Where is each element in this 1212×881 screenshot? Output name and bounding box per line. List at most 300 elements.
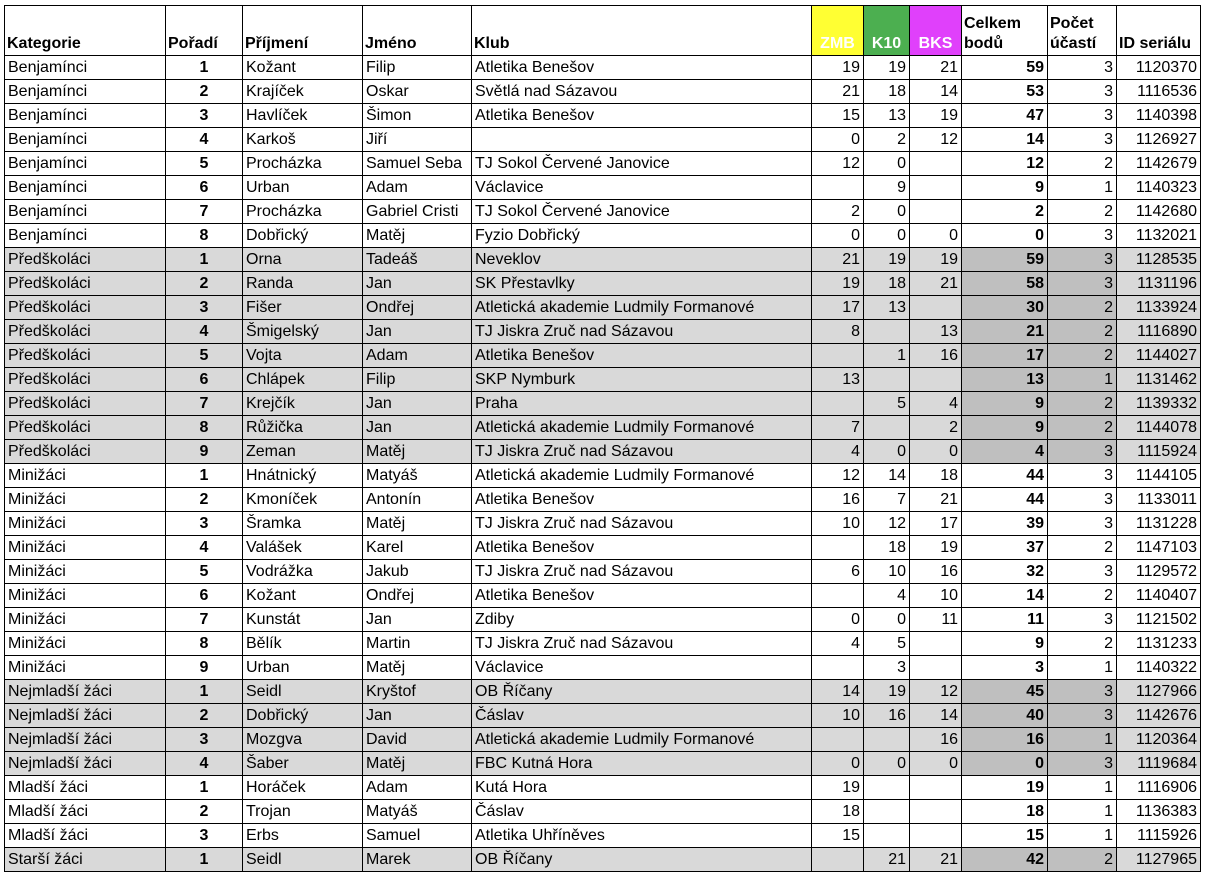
cell-poradi[interactable]: 1 [166,776,243,800]
cell-id[interactable]: 1136383 [1117,800,1201,824]
cell-id[interactable]: 1144078 [1117,416,1201,440]
cell-k10[interactable]: 3 [864,656,910,680]
cell-jmeno[interactable]: Jakub [363,560,472,584]
cell-klub[interactable] [472,128,812,152]
cell-id[interactable]: 1140322 [1117,656,1201,680]
cell-celkem[interactable]: 2 [962,200,1048,224]
cell-prijmeni[interactable]: Kunstát [243,608,363,632]
cell-klub[interactable]: SKP Nymburk [472,368,812,392]
cell-pocet[interactable]: 2 [1048,584,1117,608]
cell-zmb[interactable]: 7 [812,416,864,440]
cell-celkem[interactable]: 39 [962,512,1048,536]
cell-jmeno[interactable]: Matyáš [363,464,472,488]
cell-klub[interactable]: Atletika Benešov [472,584,812,608]
cell-k10[interactable]: 13 [864,104,910,128]
cell-bks[interactable]: 18 [910,464,962,488]
cell-klub[interactable]: Čáslav [472,704,812,728]
cell-k10[interactable]: 0 [864,608,910,632]
cell-pocet[interactable]: 3 [1048,56,1117,80]
cell-bks[interactable]: 21 [910,488,962,512]
cell-k10[interactable]: 4 [864,584,910,608]
cell-id[interactable]: 1144027 [1117,344,1201,368]
cell-pocet[interactable]: 1 [1048,824,1117,848]
cell-zmb[interactable]: 21 [812,80,864,104]
cell-celkem[interactable]: 53 [962,80,1048,104]
cell-poradi[interactable]: 1 [166,464,243,488]
cell-k10[interactable] [864,776,910,800]
cell-poradi[interactable]: 2 [166,704,243,728]
cell-prijmeni[interactable]: Růžička [243,416,363,440]
cell-kategorie[interactable]: Minižáci [5,464,166,488]
cell-poradi[interactable]: 4 [166,752,243,776]
cell-pocet[interactable]: 2 [1048,344,1117,368]
cell-jmeno[interactable]: Matěj [363,752,472,776]
cell-kategorie[interactable]: Minižáci [5,536,166,560]
cell-kategorie[interactable]: Minižáci [5,560,166,584]
cell-kategorie[interactable]: Minižáci [5,584,166,608]
cell-klub[interactable]: Atletika Benešov [472,56,812,80]
cell-zmb[interactable]: 4 [812,440,864,464]
cell-celkem[interactable]: 13 [962,368,1048,392]
cell-id[interactable]: 1129572 [1117,560,1201,584]
cell-k10[interactable] [864,728,910,752]
cell-prijmeni[interactable]: Hnátnický [243,464,363,488]
cell-klub[interactable]: Václavice [472,656,812,680]
cell-pocet[interactable]: 3 [1048,128,1117,152]
cell-celkem[interactable]: 44 [962,488,1048,512]
cell-klub[interactable]: TJ Sokol Červené Janovice [472,200,812,224]
cell-prijmeni[interactable]: Orna [243,248,363,272]
cell-jmeno[interactable]: Matěj [363,512,472,536]
cell-kategorie[interactable]: Předškoláci [5,392,166,416]
cell-bks[interactable]: 19 [910,248,962,272]
cell-poradi[interactable]: 1 [166,56,243,80]
cell-k10[interactable]: 16 [864,704,910,728]
cell-klub[interactable]: Atletika Benešov [472,536,812,560]
cell-prijmeni[interactable]: Fišer [243,296,363,320]
cell-poradi[interactable]: 9 [166,656,243,680]
cell-klub[interactable]: TJ Sokol Červené Janovice [472,152,812,176]
cell-kategorie[interactable]: Nejmladší žáci [5,752,166,776]
cell-klub[interactable]: Čáslav [472,800,812,824]
cell-bks[interactable]: 12 [910,680,962,704]
cell-zmb[interactable]: 19 [812,776,864,800]
cell-kategorie[interactable]: Minižáci [5,512,166,536]
cell-jmeno[interactable]: Jan [363,320,472,344]
cell-klub[interactable]: Atletika Uhříněves [472,824,812,848]
cell-jmeno[interactable]: Jan [363,416,472,440]
cell-bks[interactable]: 0 [910,440,962,464]
cell-k10[interactable] [864,800,910,824]
cell-bks[interactable] [910,824,962,848]
cell-celkem[interactable]: 42 [962,848,1048,872]
cell-poradi[interactable]: 9 [166,440,243,464]
cell-pocet[interactable]: 1 [1048,776,1117,800]
cell-bks[interactable]: 21 [910,272,962,296]
cell-kategorie[interactable]: Předškoláci [5,272,166,296]
cell-celkem[interactable]: 9 [962,392,1048,416]
cell-jmeno[interactable]: Adam [363,176,472,200]
cell-kategorie[interactable]: Benjamínci [5,176,166,200]
cell-kategorie[interactable]: Mladší žáci [5,800,166,824]
cell-zmb[interactable] [812,392,864,416]
cell-poradi[interactable]: 7 [166,392,243,416]
cell-k10[interactable]: 19 [864,56,910,80]
cell-klub[interactable]: OB Říčany [472,680,812,704]
cell-id[interactable]: 1140398 [1117,104,1201,128]
cell-k10[interactable]: 21 [864,848,910,872]
cell-k10[interactable]: 2 [864,128,910,152]
cell-id[interactable]: 1142676 [1117,704,1201,728]
cell-prijmeni[interactable]: Dobřický [243,224,363,248]
cell-id[interactable]: 1126927 [1117,128,1201,152]
cell-id[interactable]: 1121502 [1117,608,1201,632]
cell-id[interactable]: 1142679 [1117,152,1201,176]
cell-celkem[interactable]: 9 [962,632,1048,656]
cell-prijmeni[interactable]: Zeman [243,440,363,464]
cell-klub[interactable]: Atletická akademie Ludmily Formanové [472,728,812,752]
cell-id[interactable]: 1133011 [1117,488,1201,512]
cell-jmeno[interactable]: Kryštof [363,680,472,704]
cell-jmeno[interactable]: Matěj [363,224,472,248]
cell-pocet[interactable]: 3 [1048,488,1117,512]
cell-k10[interactable] [864,368,910,392]
cell-jmeno[interactable]: Oskar [363,80,472,104]
cell-bks[interactable]: 14 [910,704,962,728]
cell-zmb[interactable]: 16 [812,488,864,512]
cell-poradi[interactable]: 1 [166,848,243,872]
cell-id[interactable]: 1131462 [1117,368,1201,392]
cell-pocet[interactable]: 2 [1048,152,1117,176]
cell-klub[interactable]: OB Říčany [472,848,812,872]
cell-prijmeni[interactable]: Vodrážka [243,560,363,584]
cell-bks[interactable]: 0 [910,752,962,776]
cell-id[interactable]: 1116890 [1117,320,1201,344]
cell-celkem[interactable]: 58 [962,272,1048,296]
cell-celkem[interactable]: 59 [962,56,1048,80]
cell-prijmeni[interactable]: Bělík [243,632,363,656]
cell-zmb[interactable]: 6 [812,560,864,584]
cell-poradi[interactable]: 3 [166,104,243,128]
cell-prijmeni[interactable]: Trojan [243,800,363,824]
cell-k10[interactable]: 19 [864,680,910,704]
cell-kategorie[interactable]: Předškoláci [5,416,166,440]
cell-prijmeni[interactable]: Kožant [243,56,363,80]
cell-celkem[interactable]: 0 [962,752,1048,776]
header-bks[interactable]: BKS [910,6,962,56]
cell-kategorie[interactable]: Benjamínci [5,152,166,176]
cell-kategorie[interactable]: Minižáci [5,608,166,632]
cell-bks[interactable]: 12 [910,128,962,152]
cell-pocet[interactable]: 2 [1048,320,1117,344]
cell-kategorie[interactable]: Mladší žáci [5,824,166,848]
cell-id[interactable]: 1142680 [1117,200,1201,224]
cell-zmb[interactable] [812,728,864,752]
cell-bks[interactable]: 2 [910,416,962,440]
cell-poradi[interactable]: 3 [166,728,243,752]
cell-jmeno[interactable]: Filip [363,56,472,80]
cell-zmb[interactable] [812,848,864,872]
cell-prijmeni[interactable]: Randa [243,272,363,296]
cell-pocet[interactable]: 3 [1048,104,1117,128]
cell-zmb[interactable]: 15 [812,824,864,848]
header-id[interactable]: ID seriálu [1117,6,1201,56]
cell-prijmeni[interactable]: Havlíček [243,104,363,128]
cell-k10[interactable]: 13 [864,296,910,320]
cell-klub[interactable]: Kutá Hora [472,776,812,800]
cell-jmeno[interactable]: Karel [363,536,472,560]
cell-pocet[interactable]: 1 [1048,176,1117,200]
cell-poradi[interactable]: 2 [166,272,243,296]
cell-kategorie[interactable]: Předškoláci [5,344,166,368]
cell-id[interactable]: 1131233 [1117,632,1201,656]
cell-zmb[interactable]: 4 [812,632,864,656]
cell-kategorie[interactable]: Benjamínci [5,224,166,248]
cell-poradi[interactable]: 6 [166,368,243,392]
cell-kategorie[interactable]: Minižáci [5,488,166,512]
cell-pocet[interactable]: 2 [1048,416,1117,440]
cell-jmeno[interactable]: Martin [363,632,472,656]
header-prijmeni[interactable]: Příjmení [243,6,363,56]
cell-pocet[interactable]: 3 [1048,704,1117,728]
cell-k10[interactable]: 5 [864,392,910,416]
cell-pocet[interactable]: 3 [1048,464,1117,488]
cell-bks[interactable]: 14 [910,80,962,104]
cell-zmb[interactable]: 10 [812,704,864,728]
cell-zmb[interactable]: 13 [812,368,864,392]
cell-celkem[interactable]: 37 [962,536,1048,560]
header-zmb[interactable]: ZMB [812,6,864,56]
cell-celkem[interactable]: 47 [962,104,1048,128]
cell-kategorie[interactable]: Mladší žáci [5,776,166,800]
header-kategorie[interactable]: Kategorie [5,6,166,56]
cell-jmeno[interactable]: Jan [363,608,472,632]
cell-poradi[interactable]: 8 [166,224,243,248]
cell-klub[interactable]: Praha [472,392,812,416]
cell-pocet[interactable]: 3 [1048,440,1117,464]
cell-celkem[interactable]: 9 [962,416,1048,440]
cell-celkem[interactable]: 19 [962,776,1048,800]
cell-kategorie[interactable]: Benjamínci [5,200,166,224]
cell-k10[interactable]: 18 [864,80,910,104]
cell-zmb[interactable]: 19 [812,272,864,296]
cell-jmeno[interactable]: Samuel [363,824,472,848]
cell-poradi[interactable]: 1 [166,680,243,704]
cell-k10[interactable]: 0 [864,200,910,224]
cell-klub[interactable]: SK Přestavlky [472,272,812,296]
cell-klub[interactable]: Světlá nad Sázavou [472,80,812,104]
cell-id[interactable]: 1115924 [1117,440,1201,464]
cell-zmb[interactable]: 0 [812,752,864,776]
cell-k10[interactable]: 10 [864,560,910,584]
cell-celkem[interactable]: 32 [962,560,1048,584]
cell-poradi[interactable]: 3 [166,824,243,848]
cell-id[interactable]: 1127966 [1117,680,1201,704]
cell-klub[interactable]: Fyzio Dobřický [472,224,812,248]
header-pocet[interactable]: Počet účastí [1048,6,1117,56]
cell-kategorie[interactable]: Benjamínci [5,80,166,104]
cell-jmeno[interactable]: Matěj [363,656,472,680]
cell-prijmeni[interactable]: Procházka [243,200,363,224]
cell-pocet[interactable]: 1 [1048,800,1117,824]
cell-k10[interactable]: 12 [864,512,910,536]
cell-k10[interactable]: 1 [864,344,910,368]
cell-prijmeni[interactable]: Vojta [243,344,363,368]
cell-zmb[interactable]: 19 [812,56,864,80]
cell-pocet[interactable]: 1 [1048,728,1117,752]
cell-bks[interactable]: 21 [910,56,962,80]
cell-jmeno[interactable]: Šimon [363,104,472,128]
cell-bks[interactable] [910,200,962,224]
cell-zmb[interactable]: 2 [812,200,864,224]
cell-bks[interactable]: 13 [910,320,962,344]
cell-prijmeni[interactable]: Kožant [243,584,363,608]
header-k10[interactable]: K10 [864,6,910,56]
cell-klub[interactable]: Atletická akademie Ludmily Formanové [472,416,812,440]
cell-klub[interactable]: Zdiby [472,608,812,632]
cell-k10[interactable] [864,824,910,848]
cell-id[interactable]: 1119684 [1117,752,1201,776]
cell-id[interactable]: 1128535 [1117,248,1201,272]
cell-k10[interactable]: 9 [864,176,910,200]
cell-zmb[interactable]: 14 [812,680,864,704]
cell-jmeno[interactable]: Ondřej [363,584,472,608]
cell-poradi[interactable]: 3 [166,296,243,320]
cell-pocet[interactable]: 3 [1048,560,1117,584]
cell-id[interactable]: 1147103 [1117,536,1201,560]
cell-pocet[interactable]: 2 [1048,392,1117,416]
cell-pocet[interactable]: 2 [1048,296,1117,320]
cell-kategorie[interactable]: Předškoláci [5,440,166,464]
cell-jmeno[interactable]: Marek [363,848,472,872]
cell-zmb[interactable] [812,656,864,680]
cell-jmeno[interactable]: Tadeáš [363,248,472,272]
cell-klub[interactable]: TJ Jiskra Zruč nad Sázavou [472,512,812,536]
cell-id[interactable]: 1131196 [1117,272,1201,296]
cell-k10[interactable]: 19 [864,248,910,272]
cell-prijmeni[interactable]: Urban [243,656,363,680]
cell-poradi[interactable]: 3 [166,512,243,536]
cell-zmb[interactable] [812,584,864,608]
cell-zmb[interactable] [812,536,864,560]
cell-celkem[interactable]: 14 [962,584,1048,608]
cell-pocet[interactable]: 2 [1048,848,1117,872]
cell-id[interactable]: 1120364 [1117,728,1201,752]
cell-bks[interactable]: 4 [910,392,962,416]
cell-bks[interactable]: 19 [910,536,962,560]
cell-prijmeni[interactable]: Seidl [243,680,363,704]
cell-jmeno[interactable]: David [363,728,472,752]
cell-bks[interactable]: 21 [910,848,962,872]
cell-prijmeni[interactable]: Šaber [243,752,363,776]
cell-bks[interactable] [910,152,962,176]
cell-bks[interactable] [910,656,962,680]
cell-jmeno[interactable]: Gabriel Cristi [363,200,472,224]
cell-id[interactable]: 1132021 [1117,224,1201,248]
cell-jmeno[interactable]: Adam [363,776,472,800]
cell-poradi[interactable]: 1 [166,248,243,272]
cell-zmb[interactable] [812,344,864,368]
cell-poradi[interactable]: 2 [166,488,243,512]
cell-kategorie[interactable]: Nejmladší žáci [5,680,166,704]
cell-id[interactable]: 1140323 [1117,176,1201,200]
cell-bks[interactable]: 10 [910,584,962,608]
cell-bks[interactable] [910,368,962,392]
cell-zmb[interactable]: 0 [812,128,864,152]
cell-id[interactable]: 1140407 [1117,584,1201,608]
cell-poradi[interactable]: 7 [166,608,243,632]
cell-celkem[interactable]: 4 [962,440,1048,464]
cell-id[interactable]: 1116906 [1117,776,1201,800]
cell-pocet[interactable]: 2 [1048,536,1117,560]
cell-zmb[interactable]: 21 [812,248,864,272]
cell-celkem[interactable]: 21 [962,320,1048,344]
cell-bks[interactable] [910,632,962,656]
cell-poradi[interactable]: 6 [166,584,243,608]
cell-pocet[interactable]: 3 [1048,80,1117,104]
cell-celkem[interactable]: 15 [962,824,1048,848]
cell-pocet[interactable]: 1 [1048,656,1117,680]
header-klub[interactable]: Klub [472,6,812,56]
cell-zmb[interactable]: 12 [812,464,864,488]
cell-kategorie[interactable]: Minižáci [5,632,166,656]
cell-id[interactable]: 1120370 [1117,56,1201,80]
cell-id[interactable]: 1144105 [1117,464,1201,488]
cell-kategorie[interactable]: Předškoláci [5,296,166,320]
cell-klub[interactable]: TJ Jiskra Zruč nad Sázavou [472,320,812,344]
cell-prijmeni[interactable]: Valášek [243,536,363,560]
cell-poradi[interactable]: 4 [166,128,243,152]
cell-klub[interactable]: Atletická akademie Ludmily Formanové [472,464,812,488]
cell-celkem[interactable]: 11 [962,608,1048,632]
cell-celkem[interactable]: 18 [962,800,1048,824]
cell-prijmeni[interactable]: Procházka [243,152,363,176]
cell-prijmeni[interactable]: Horáček [243,776,363,800]
cell-poradi[interactable]: 6 [166,176,243,200]
cell-jmeno[interactable]: Ondřej [363,296,472,320]
cell-prijmeni[interactable]: Chlápek [243,368,363,392]
cell-kategorie[interactable]: Benjamínci [5,128,166,152]
cell-jmeno[interactable]: Jan [363,392,472,416]
cell-kategorie[interactable]: Starší žáci [5,848,166,872]
cell-k10[interactable]: 0 [864,152,910,176]
cell-klub[interactable]: Václavice [472,176,812,200]
cell-zmb[interactable]: 17 [812,296,864,320]
cell-k10[interactable]: 5 [864,632,910,656]
cell-pocet[interactable]: 3 [1048,272,1117,296]
cell-pocet[interactable]: 2 [1048,200,1117,224]
cell-zmb[interactable]: 0 [812,224,864,248]
cell-k10[interactable]: 14 [864,464,910,488]
cell-bks[interactable] [910,296,962,320]
header-celkem[interactable]: Celkem bodů [962,6,1048,56]
cell-k10[interactable]: 18 [864,272,910,296]
cell-kategorie[interactable]: Nejmladší žáci [5,728,166,752]
cell-celkem[interactable]: 45 [962,680,1048,704]
cell-k10[interactable]: 0 [864,224,910,248]
cell-celkem[interactable]: 44 [962,464,1048,488]
header-poradi[interactable]: Pořadí [166,6,243,56]
cell-prijmeni[interactable]: Mozgva [243,728,363,752]
cell-celkem[interactable]: 40 [962,704,1048,728]
cell-pocet[interactable]: 3 [1048,248,1117,272]
cell-prijmeni[interactable]: Karkoš [243,128,363,152]
cell-prijmeni[interactable]: Krajíček [243,80,363,104]
cell-prijmeni[interactable]: Šramka [243,512,363,536]
cell-jmeno[interactable]: Samuel Seba [363,152,472,176]
cell-pocet[interactable]: 3 [1048,680,1117,704]
cell-celkem[interactable]: 17 [962,344,1048,368]
